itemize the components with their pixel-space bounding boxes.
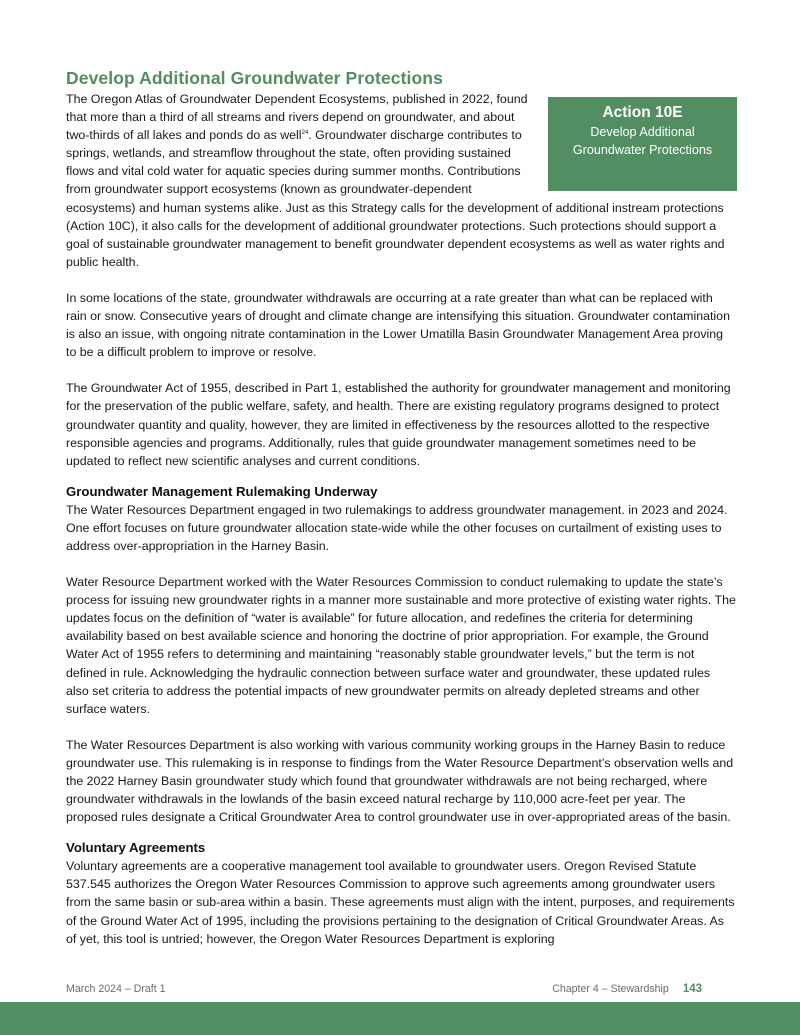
voluntary-agreements-paragraph-1: Voluntary agreements are a cooperative management tool available to groundwater users. Oregon Revised Statute 537.545 authorizes the Oregon Water Resources Commission to approve such agreements among groundwater users from the same basin or sub-area within a basin. These agreements must align with the intent, purposes, and requirements of the Ground Water Act of 1995, including the provisions pertaining to the designation of Critical Groundwater Areas. As of yet, this tool is untried; however, the Oregon Water Resources Department is exploring — [66, 859, 735, 946]
rulemaking-paragraph-1: The Water Resources Department engaged in two rulemakings to address groundwater management. in 2023 and 2024. One effort focuses on future groundwater allocation state-wide while the other focuses on curtailment of existing uses to address over-appropriation in the Harney Basin. — [66, 502, 728, 553]
page-footer — [66, 983, 702, 999]
intro-paragraph-1-text-a: The Oregon Atlas of Groundwater Dependent Ecosystems, published in 2022, found that more than a third of all streams and rivers depend on groundwater, and about two-thirds of all lakes and ponds do as well — [66, 92, 528, 143]
action-label: Action 10E — [602, 104, 683, 121]
page-number: 143 — [682, 983, 702, 995]
rulemaking-paragraph-3: The Water Resources Department is also working with various community working groups in the Harney Basin to reduce groundwater use. This rulemaking is in response to findings from the Water Resource Department’s observation wells and the 2022 Harney Basin groundwater study which found that groundwater withdrawals are not being recharged, where groundwater withdrawals in the lowlands of the basin exceed natural recharge by 110,000 acre-feet per year. The proposed rules designate a Critical Groundwater Area to control groundwater use in over-appropriated areas of the basin. — [66, 737, 734, 825]
footer-accent-bar — [0, 1002, 800, 1035]
intro-paragraph-2: In some locations of the state, groundwater withdrawals are occurring at a rate greater than what can be replaced with rain or snow. Consecutive years of drought and climate change are intensifying this situation. Groundwater contamination is also an issue, with ongoing nitrate contamination in the Lower Umatilla Basin Groundwater Management Area proving to be a difficult problem to improve or resolve. — [66, 290, 730, 360]
intro-paragraph-3: The Groundwater Act of 1955, described in Part 1, established the authority for groundwater management and monitoring for the preservation of the public welfare, safety, and health. There are existing regulatory programs designed to protect groundwater quantity and quality, however, they are limited in effectiveness by the resources allotted to the respective responsible agencies and programs. Additionally, rules that guide groundwater management sometimes need to be updated to reflect new scientific analyses and current conditions. — [66, 381, 731, 468]
intro-paragraph-1-text-b: . Groundwater discharge contributes to springs, wetlands, and streamflow throughout the state, often providing sustained flows and vital cold water for aquatic species during summer months. Contributions from groundwater support ecosystems (known as groundwater-dependent ecosystems) and human systems alike. Just as this Strategy calls for the development of additional instream protections (Action 10C), it also calls for the development of additional groundwater protections. Such protections should support a goal of sustainable groundwater management to benefit groundwater dependent ecosystems as well as water rights and public health. — [66, 128, 725, 269]
action-description-line-2: Groundwater Protections — [572, 143, 713, 157]
page-title: Develop Additional Groundwater Protections — [66, 68, 443, 88]
footer-date-draft: March 2024 – Draft 1 — [66, 983, 166, 995]
voluntary-agreements-heading: Voluntary Agreements — [66, 840, 206, 856]
footnote-reference[interactable]: 24 — [301, 130, 309, 137]
footer-chapter: Chapter 4 – Stewardship — [552, 983, 669, 995]
rulemaking-heading: Groundwater Management Rulemaking Underway — [66, 483, 378, 499]
footer-chapter-page — [552, 983, 702, 995]
rulemaking-paragraph-2: Water Resource Department worked with the Water Resources Commission to conduct rulemaking to update the state’s process for issuing new groundwater rights in a manner more sustainable and more protective of existing water rights. The updates focus on the definition of “water is available” for future allocation, and redefines the criteria for determining availability based on best available science and honoring the doctrine of prior appropriation. For example, the Ground Water Act of 1955 refers to determining and maintaining “reasonably stable groundwater levels,” but the term is not defined in rule. Acknowledging the hydraulic connection between surface water and groundwater, these updated rules also set criteria to address the potential impacts of new groundwater permits on already depleted streams and other surface waters. — [66, 575, 736, 716]
action-description-line-1: Develop Additional — [590, 125, 695, 139]
action-callout-box — [548, 97, 737, 191]
page-content — [66, 66, 736, 948]
